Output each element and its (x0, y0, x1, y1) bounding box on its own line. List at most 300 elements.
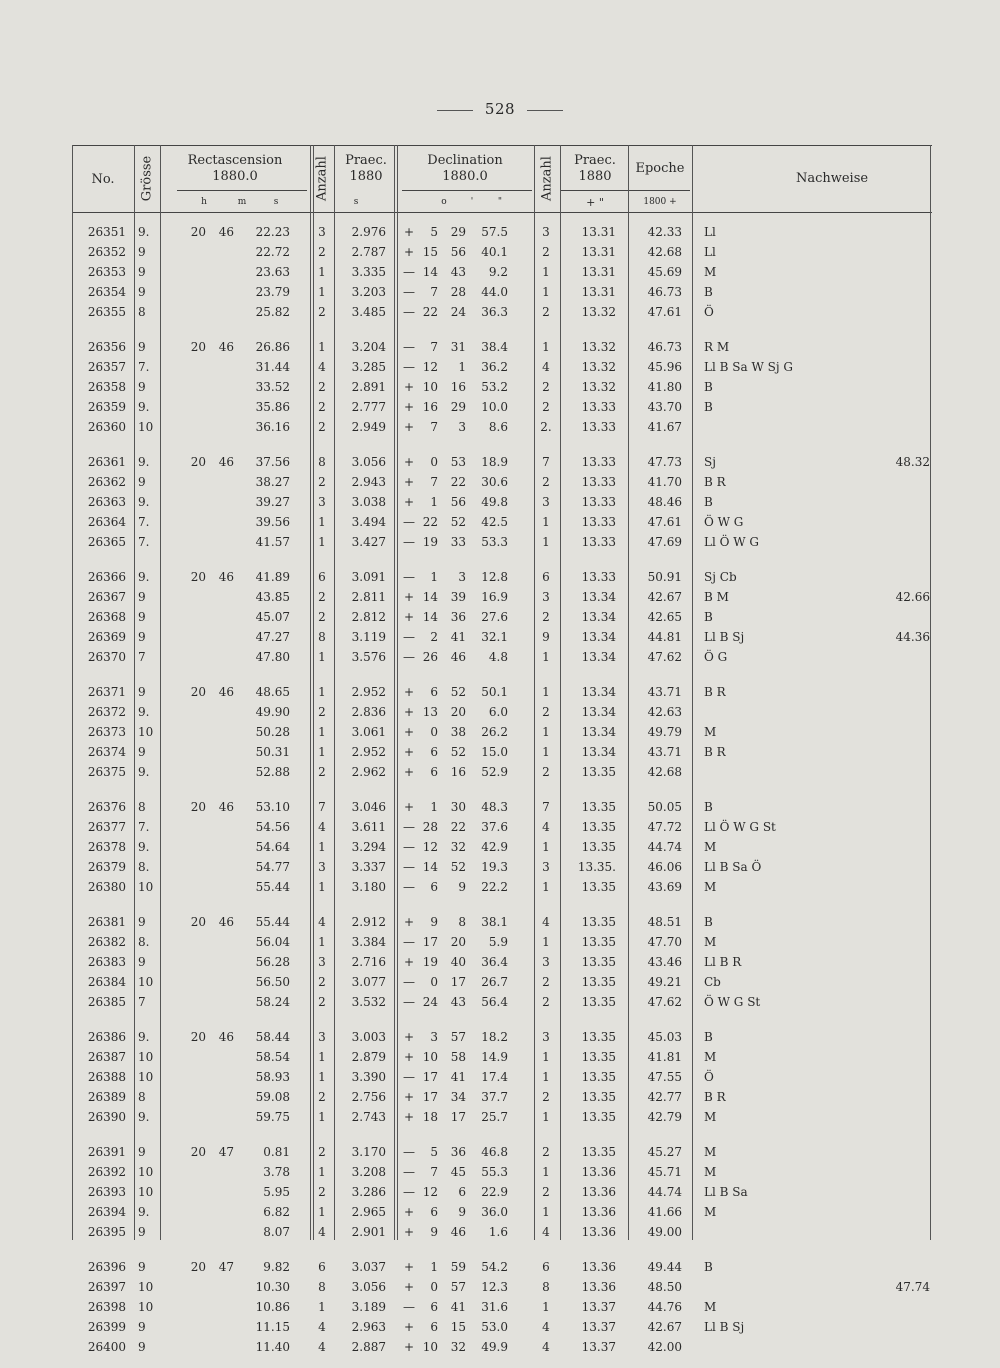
cell-anzahl-2: 3 (542, 495, 550, 509)
cell-praec-2: 13.34 (581, 630, 616, 644)
cell-nachweise: Sj Cb (704, 570, 737, 584)
table-row (72, 650, 932, 670)
cell-decl-min: 41 (450, 1070, 466, 1084)
cell-no: 26360 (87, 420, 126, 434)
cell-anzahl: 1 (318, 745, 326, 759)
table-row (72, 1340, 932, 1360)
cell-ra-s: 50.28 (255, 725, 290, 739)
cell-ra-s: 36.16 (255, 420, 290, 434)
table-row (72, 380, 932, 400)
cell-anzahl: 2 (318, 305, 326, 319)
cell-decl-sign: + (403, 1205, 415, 1219)
cell-anzahl: 1 (318, 840, 326, 854)
cell-praec-2: 13.33 (581, 420, 616, 434)
cell-decl-sec: 42.5 (481, 515, 508, 529)
cell-anzahl-2: 3 (542, 225, 550, 239)
cell-praec: 3.390 (351, 1070, 386, 1084)
cell-decl-sec: 12.3 (481, 1280, 508, 1294)
cell-decl-sec: 1.6 (488, 1225, 508, 1239)
cell-anzahl-2: 4 (542, 1320, 550, 1334)
cell-praec: 3.038 (351, 495, 386, 509)
header-epoche-unit: 1800 + (643, 197, 677, 207)
table-row (72, 915, 932, 935)
cell-groesse: 9 (138, 1145, 146, 1159)
cell-anzahl: 2 (318, 380, 326, 394)
cell-ra-s: 52.88 (255, 765, 290, 779)
cell-ra-s: 11.15 (255, 1320, 290, 1334)
star-catalogue-table (72, 145, 932, 1354)
table-row (72, 420, 932, 440)
cell-epoche: 45.96 (647, 360, 682, 374)
cell-praec-2: 13.32 (581, 305, 616, 319)
cell-anzahl: 1 (318, 935, 326, 949)
cell-groesse: 9 (138, 610, 146, 624)
cell-groesse: 9. (138, 765, 150, 779)
cell-anzahl: 6 (318, 570, 326, 584)
cell-groesse: 9. (138, 570, 150, 584)
table-row (72, 515, 932, 535)
table-row (72, 840, 932, 860)
cell-ra-s: 3.78 (263, 1165, 290, 1179)
cell-decl-min: 46 (450, 1225, 466, 1239)
cell-praec-2: 13.34 (581, 745, 616, 759)
cell-nachweise: Ö (704, 305, 714, 319)
cell-epoche: 46.06 (647, 860, 682, 874)
cell-decl-sec: 30.6 (481, 475, 508, 489)
epoche-subheader-rule (628, 190, 690, 191)
cell-epoche: 47.62 (647, 995, 682, 1009)
cell-decl-sec: 26.2 (481, 725, 508, 739)
cell-decl-min: 57 (450, 1030, 466, 1044)
table-row (72, 495, 932, 515)
cell-decl-sec: 52.9 (481, 765, 508, 779)
cell-anzahl-2: 2 (542, 380, 550, 394)
cell-groesse: 9. (138, 225, 150, 239)
cell-anzahl: 2 (318, 245, 326, 259)
cell-ra-s: 38.27 (255, 475, 290, 489)
cell-decl-deg: 6 (430, 765, 438, 779)
cell-decl-min: 36 (450, 610, 466, 624)
cell-ra-s: 55.44 (255, 915, 290, 929)
cell-no: 26389 (87, 1090, 126, 1104)
cell-nachweise: Ll B Sa (704, 1185, 748, 1199)
cell-ra-s: 39.56 (255, 515, 290, 529)
cell-ra-s: 56.04 (255, 935, 290, 949)
table-row (72, 1300, 932, 1320)
cell-decl-sign: + (403, 1050, 415, 1064)
cell-ra-h: 20 (190, 915, 206, 929)
cell-no: 26369 (87, 630, 126, 644)
cell-decl-deg: 18 (422, 1110, 438, 1124)
cell-decl-sign: + (403, 590, 415, 604)
cell-decl-sec: 48.3 (481, 800, 508, 814)
cell-nachweise: M (704, 265, 717, 279)
cell-decl-deg: 10 (422, 1340, 438, 1354)
cell-decl-deg: 5 (430, 225, 438, 239)
cell-no: 26365 (87, 535, 126, 549)
cell-decl-sec: 49.8 (481, 495, 508, 509)
cell-groesse: 9 (138, 1225, 146, 1239)
cell-praec: 2.811 (351, 590, 386, 604)
cell-decl-sign: — (403, 535, 415, 549)
cell-decl-sec: 18.9 (481, 455, 508, 469)
table-row (72, 1110, 932, 1130)
cell-anzahl: 1 (318, 1205, 326, 1219)
cell-praec: 3.427 (351, 535, 386, 549)
cell-nachweise: B R (704, 685, 726, 699)
cell-anzahl-2: 1 (542, 935, 550, 949)
cell-decl-sec: 17.4 (481, 1070, 508, 1084)
cell-anzahl: 1 (318, 1300, 326, 1314)
cell-praec: 3.384 (351, 935, 386, 949)
cell-no: 26386 (87, 1030, 126, 1044)
table-row (72, 475, 932, 495)
cell-no: 26356 (87, 340, 126, 354)
cell-anzahl: 1 (318, 1110, 326, 1124)
cell-ra-s: 43.85 (255, 590, 290, 604)
cell-nachweise: Cb (704, 975, 721, 989)
cell-anzahl: 2 (318, 705, 326, 719)
cell-decl-deg: 26 (422, 650, 438, 664)
cell-praec-2: 13.33 (581, 400, 616, 414)
cell-anzahl: 1 (318, 685, 326, 699)
table-row (72, 535, 932, 555)
cell-groesse: 9. (138, 1110, 150, 1124)
cell-ra-h: 20 (190, 1030, 206, 1044)
table-row (72, 570, 932, 590)
cell-no: 26352 (87, 245, 126, 259)
cell-anzahl: 8 (318, 1280, 326, 1294)
header-decl-epoch: 1880.0 (442, 169, 488, 184)
cell-no: 26387 (87, 1050, 126, 1064)
cell-nachweise: B (704, 380, 713, 394)
cell-epoche: 44.74 (647, 1185, 682, 1199)
cell-decl-sign: + (403, 915, 415, 929)
cell-no: 26367 (87, 590, 126, 604)
cell-praec-2: 13.35 (581, 800, 616, 814)
cell-praec-2: 13.33 (581, 515, 616, 529)
cell-decl-sec: 12.8 (481, 570, 508, 584)
cell-anzahl-2: 4 (542, 915, 550, 929)
cell-ra-s: 58.24 (255, 995, 290, 1009)
cell-groesse: 9 (138, 630, 146, 644)
cell-anzahl: 4 (318, 820, 326, 834)
cell-praec-2: 13.33 (581, 495, 616, 509)
cell-decl-sec: 14.9 (481, 1050, 508, 1064)
cell-anzahl-2: 2 (542, 305, 550, 319)
cell-decl-sign: + (403, 765, 415, 779)
dash-right (527, 110, 563, 111)
cell-decl-min: 40 (450, 955, 466, 969)
cell-nachweise: M (704, 935, 717, 949)
cell-no: 26385 (87, 995, 126, 1009)
cell-decl-sec: 37.7 (481, 1090, 508, 1104)
cell-decl-sec: 9.2 (488, 265, 508, 279)
cell-anzahl-2: 2 (542, 610, 550, 624)
table-row (72, 880, 932, 900)
cell-decl-min: 38 (450, 725, 466, 739)
cell-decl-sec: 36.2 (481, 360, 508, 374)
cell-decl-min: 16 (450, 380, 466, 394)
cell-anzahl-2: 1 (542, 1300, 550, 1314)
cell-anzahl: 1 (318, 535, 326, 549)
cell-decl-deg: 24 (422, 995, 438, 1009)
cell-decl-deg: 14 (422, 265, 438, 279)
cell-decl-sign: — (403, 820, 415, 834)
cell-nachweise: B (704, 285, 713, 299)
cell-nachweise: B R (704, 745, 726, 759)
cell-praec: 3.576 (351, 650, 386, 664)
cell-ra-s: 35.86 (255, 400, 290, 414)
cell-anzahl: 3 (318, 860, 326, 874)
cell-decl-sec: 25.7 (481, 1110, 508, 1124)
cell-decl-min: 33 (450, 535, 466, 549)
cell-ra-s: 6.82 (263, 1205, 290, 1219)
cell-nachweise: M (704, 1050, 717, 1064)
cell-ra-m: 46 (218, 800, 234, 814)
cell-groesse: 9 (138, 340, 146, 354)
cell-decl-min: 32 (450, 1340, 466, 1354)
cell-epoche: 48.51 (647, 915, 682, 929)
cell-anzahl: 2 (318, 1090, 326, 1104)
cell-ra-m: 47 (218, 1145, 234, 1159)
cell-decl-deg: 12 (422, 1185, 438, 1199)
cell-no: 26381 (87, 915, 126, 929)
cell-ra-s: 8.07 (263, 1225, 290, 1239)
cell-groesse: 10 (138, 1070, 154, 1084)
cell-no: 26373 (87, 725, 126, 739)
cell-anzahl-2: 6 (542, 570, 550, 584)
cell-decl-deg: 17 (422, 1090, 438, 1104)
cell-decl-sec: 53.3 (481, 535, 508, 549)
cell-praec: 3.189 (351, 1300, 386, 1314)
cell-decl-min: 52 (450, 685, 466, 699)
cell-decl-min: 29 (450, 400, 466, 414)
cell-praec-2: 13.33 (581, 535, 616, 549)
cell-ra-s: 54.77 (255, 860, 290, 874)
cell-praec-2: 13.36 (581, 1205, 616, 1219)
cell-anzahl-2: 1 (542, 340, 550, 354)
table-row (72, 685, 932, 705)
cell-decl-deg: 5 (430, 1145, 438, 1159)
cell-decl-sign: + (403, 225, 415, 239)
header-anzahl: Anzahl (314, 156, 330, 201)
table-row (72, 1145, 932, 1165)
cell-decl-min: 8 (458, 915, 466, 929)
cell-decl-min: 53 (450, 455, 466, 469)
cell-no: 26380 (87, 880, 126, 894)
cell-groesse: 9 (138, 955, 146, 969)
cell-decl-deg: 22 (422, 515, 438, 529)
cell-anzahl-2: 1 (542, 650, 550, 664)
cell-decl-deg: 12 (422, 360, 438, 374)
cell-anzahl-2: 7 (542, 455, 550, 469)
cell-epoche: 41.67 (647, 420, 682, 434)
cell-praec-2: 13.34 (581, 650, 616, 664)
cell-decl-deg: 15 (422, 245, 438, 259)
cell-praec: 3.532 (351, 995, 386, 1009)
cell-decl-min: 9 (458, 880, 466, 894)
cell-praec-2: 13.31 (581, 265, 616, 279)
cell-praec-2: 13.35 (581, 955, 616, 969)
cell-groesse: 9. (138, 1030, 150, 1044)
cell-decl-deg: 6 (430, 1320, 438, 1334)
cell-epoche: 43.69 (647, 880, 682, 894)
cell-praec: 3.337 (351, 860, 386, 874)
cell-anzahl-2: 1 (542, 1110, 550, 1124)
cell-decl-sign: — (403, 630, 415, 644)
cell-praec: 3.294 (351, 840, 386, 854)
cell-epoche: 45.71 (647, 1165, 682, 1179)
cell-groesse: 9 (138, 1320, 146, 1334)
cell-decl-deg: 7 (430, 285, 438, 299)
cell-decl-min: 24 (450, 305, 466, 319)
cell-ra-h: 20 (190, 570, 206, 584)
cell-nachweise: Sj (704, 455, 716, 469)
cell-decl-sign: + (403, 745, 415, 759)
table-row (72, 455, 932, 475)
cell-anzahl: 1 (318, 340, 326, 354)
cell-no: 26379 (87, 860, 126, 874)
cell-ra-s: 25.82 (255, 305, 290, 319)
cell-praec: 3.003 (351, 1030, 386, 1044)
cell-decl-sec: 6.0 (488, 705, 508, 719)
cell-decl-deg: 14 (422, 610, 438, 624)
cell-anzahl-2: 1 (542, 1050, 550, 1064)
table-row (72, 400, 932, 420)
cell-decl-min: 20 (450, 705, 466, 719)
table-row (72, 745, 932, 765)
cell-epoche: 45.03 (647, 1030, 682, 1044)
cell-praec: 2.949 (351, 420, 386, 434)
table-row (72, 610, 932, 630)
cell-groesse: 7 (138, 650, 146, 664)
cell-no: 26354 (87, 285, 126, 299)
cell-decl-deg: 0 (430, 975, 438, 989)
cell-no: 26357 (87, 360, 126, 374)
cell-groesse: 10 (138, 420, 154, 434)
cell-nachweise: Ö (704, 1070, 714, 1084)
cell-no: 26355 (87, 305, 126, 319)
cell-anzahl-2: 2 (542, 245, 550, 259)
cell-groesse: 9 (138, 590, 146, 604)
cell-groesse: 7. (138, 820, 150, 834)
cell-decl-deg: 22 (422, 305, 438, 319)
cell-nachweise: M (704, 725, 717, 739)
cell-anzahl: 8 (318, 455, 326, 469)
cell-groesse: 10 (138, 1185, 154, 1199)
cell-praec-2: 13.33 (581, 455, 616, 469)
cell-anzahl: 4 (318, 1320, 326, 1334)
cell-decl-sec: 36.0 (481, 1205, 508, 1219)
cell-extra: 42.66 (895, 590, 930, 604)
cell-ra-s: 56.28 (255, 955, 290, 969)
cell-decl-deg: 6 (430, 880, 438, 894)
header-bottom-rule (72, 212, 932, 213)
cell-decl-sign: — (403, 360, 415, 374)
table-row (72, 630, 932, 650)
cell-decl-min: 56 (450, 495, 466, 509)
decl-subheader-rule (402, 190, 532, 191)
cell-nachweise: B M (704, 590, 729, 604)
table-row (72, 955, 932, 975)
cell-ra-m: 46 (218, 340, 234, 354)
cell-praec-2: 13.35 (581, 1090, 616, 1104)
cell-praec: 3.285 (351, 360, 386, 374)
cell-decl-deg: 9 (430, 1225, 438, 1239)
cell-decl-deg: 2 (430, 630, 438, 644)
cell-no: 26364 (87, 515, 126, 529)
cell-decl-sign: — (403, 570, 415, 584)
table-row (72, 1225, 932, 1245)
cell-epoche: 44.81 (647, 630, 682, 644)
cell-no: 26399 (87, 1320, 126, 1334)
cell-groesse: 9 (138, 245, 146, 259)
cell-groesse: 9. (138, 705, 150, 719)
cell-praec: 2.836 (351, 705, 386, 719)
cell-nachweise: M (704, 1205, 717, 1219)
cell-anzahl: 1 (318, 285, 326, 299)
cell-nachweise: B R (704, 1090, 726, 1104)
table-row (72, 245, 932, 265)
cell-decl-min: 17 (450, 1110, 466, 1124)
cell-praec: 3.077 (351, 975, 386, 989)
cell-praec-2: 13.35 (581, 880, 616, 894)
table-row (72, 1260, 932, 1280)
cell-decl-sign: + (403, 1110, 415, 1124)
cell-decl-sec: 4.8 (488, 650, 508, 664)
cell-praec-2: 13.37 (581, 1320, 616, 1334)
cell-anzahl: 2 (318, 975, 326, 989)
table-row (72, 1090, 932, 1110)
cell-decl-min: 20 (450, 935, 466, 949)
cell-nachweise: Ö W G (704, 515, 744, 529)
cell-decl-min: 15 (450, 1320, 466, 1334)
cell-anzahl: 6 (318, 1260, 326, 1274)
cell-ra-s: 49.90 (255, 705, 290, 719)
cell-decl-min: 52 (450, 515, 466, 529)
cell-nachweise: M (704, 880, 717, 894)
cell-anzahl: 4 (318, 360, 326, 374)
cell-praec: 3.037 (351, 1260, 386, 1274)
cell-ra-m: 46 (218, 1030, 234, 1044)
cell-praec: 3.061 (351, 725, 386, 739)
cell-praec: 3.494 (351, 515, 386, 529)
cell-nachweise: M (704, 1165, 717, 1179)
header-praec2-unit: + " (586, 196, 604, 209)
cell-praec: 3.170 (351, 1145, 386, 1159)
cell-decl-deg: 28 (422, 820, 438, 834)
cell-anzahl: 8 (318, 630, 326, 644)
cell-ra-s: 45.07 (255, 610, 290, 624)
cell-ra-s: 55.44 (255, 880, 290, 894)
cell-epoche: 42.67 (647, 1320, 682, 1334)
cell-decl-sec: 27.6 (481, 610, 508, 624)
cell-decl-deg: 1 (430, 800, 438, 814)
cell-decl-min: 3 (458, 570, 466, 584)
cell-nachweise: B (704, 1260, 713, 1274)
cell-groesse: 9 (138, 915, 146, 929)
cell-decl-deg: 17 (422, 935, 438, 949)
cell-ra-s: 39.27 (255, 495, 290, 509)
cell-decl-sign: — (403, 285, 415, 299)
cell-decl-sign: + (403, 1225, 415, 1239)
cell-ra-s: 23.63 (255, 265, 290, 279)
cell-epoche: 49.44 (647, 1260, 682, 1274)
cell-decl-sign: + (403, 800, 415, 814)
cell-decl-min: 22 (450, 475, 466, 489)
cell-nachweise: B (704, 610, 713, 624)
